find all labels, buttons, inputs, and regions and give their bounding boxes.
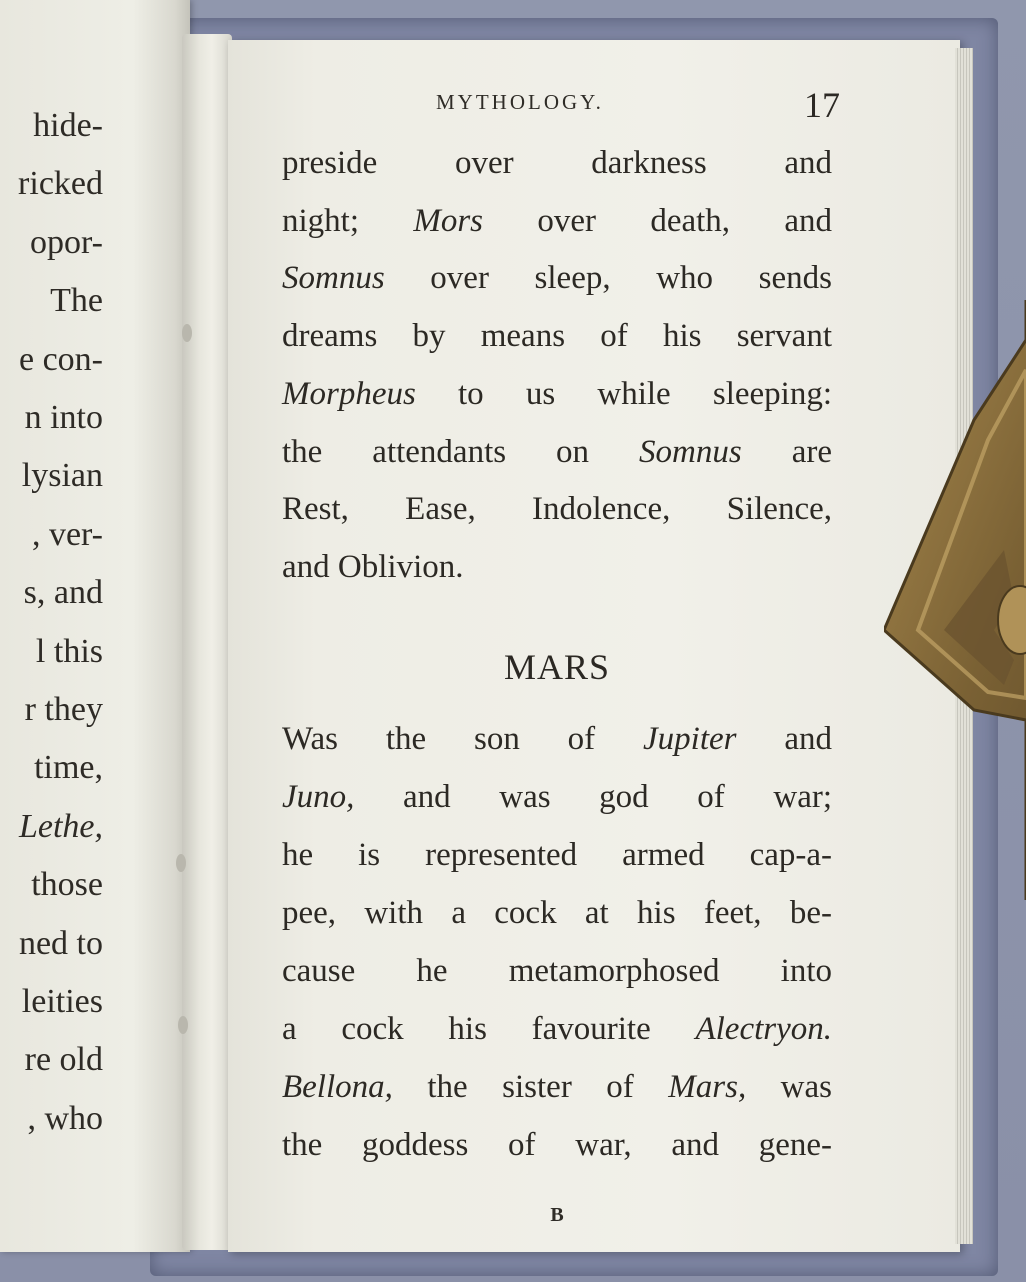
text-run: Was the son of bbox=[282, 721, 644, 757]
left-page-line: lysian bbox=[21, 457, 103, 495]
text-line bbox=[282, 1008, 832, 1050]
left-page-line: l this bbox=[35, 632, 103, 670]
section-heading: MARS bbox=[503, 647, 611, 687]
text-line bbox=[282, 1066, 832, 1108]
text-line bbox=[282, 200, 832, 242]
text-line bbox=[282, 776, 832, 818]
text-run: and Oblivion. bbox=[282, 548, 464, 585]
text-line bbox=[282, 834, 832, 876]
text-line bbox=[282, 257, 832, 299]
left-page-line: r they bbox=[24, 691, 103, 728]
stitch-hole bbox=[176, 854, 186, 872]
left-page-line: ricked bbox=[18, 165, 103, 203]
text-run: Rest, Ease, Indolence, Silence, bbox=[282, 491, 832, 528]
italic-name: Juno, bbox=[282, 779, 355, 815]
stitch-hole bbox=[182, 324, 192, 342]
left-page-line: leities bbox=[21, 983, 103, 1020]
left-page-line: opor- bbox=[30, 223, 103, 261]
left-page-line: n into bbox=[24, 399, 103, 436]
stitch-hole bbox=[178, 1016, 188, 1034]
text-run: over death, and bbox=[483, 202, 832, 239]
text-line bbox=[282, 950, 832, 992]
text-line bbox=[282, 892, 832, 934]
text-line bbox=[282, 718, 832, 760]
text-run: the attendants on bbox=[282, 433, 640, 470]
left-page-line: time, bbox=[34, 749, 103, 787]
text-run: cause he metamorphosed into bbox=[282, 953, 832, 989]
text-run: and bbox=[736, 721, 832, 757]
text-run: a cock his favourite bbox=[282, 1011, 696, 1047]
left-page-line: those bbox=[31, 866, 103, 904]
text-line bbox=[282, 373, 832, 415]
text-run: the sister of bbox=[392, 1069, 669, 1105]
text-line bbox=[282, 1124, 832, 1166]
text-run: he is represented armed cap-a- bbox=[282, 837, 832, 873]
text-run: night; bbox=[282, 202, 414, 239]
italic-name: Somnus bbox=[282, 260, 385, 297]
italic-name: Mors bbox=[413, 202, 484, 239]
italic-name: Jupiter bbox=[643, 721, 737, 757]
italic-name: Morpheus bbox=[282, 375, 416, 412]
left-page-line: Lethe, bbox=[18, 807, 103, 845]
text-line bbox=[282, 315, 832, 357]
italic-name: Bellona, bbox=[282, 1069, 393, 1105]
left-page-line: hide- bbox=[33, 107, 103, 144]
text-run: and was god of war; bbox=[354, 779, 832, 815]
left-page-line: The bbox=[50, 282, 103, 320]
left-page-line: , ver- bbox=[31, 515, 103, 553]
text-line bbox=[282, 546, 832, 588]
brass-clasp-icon bbox=[884, 300, 1026, 900]
text-run: over sleep, who sends bbox=[384, 260, 832, 297]
text-line bbox=[282, 488, 832, 530]
italic-name: Mars, bbox=[668, 1069, 747, 1105]
text-run: to us while sleeping: bbox=[415, 375, 832, 412]
text-run: dreams by means of his servant bbox=[282, 318, 832, 355]
text-run: was bbox=[746, 1069, 832, 1105]
left-page-line: ned to bbox=[18, 924, 103, 962]
left-page-line: s, and bbox=[23, 574, 103, 612]
left-page-line: re old bbox=[24, 1041, 103, 1079]
book-gutter bbox=[182, 34, 232, 1250]
text-run: pee, with a cock at his feet, be- bbox=[282, 895, 832, 931]
text-line bbox=[282, 142, 832, 184]
left-page-line: , who bbox=[27, 1099, 103, 1137]
text-line bbox=[282, 431, 832, 473]
left-page bbox=[0, 0, 190, 1252]
text-run: preside over darkness and bbox=[282, 145, 832, 181]
italic-name: Alectryon. bbox=[695, 1011, 832, 1047]
left-page-line: e con- bbox=[18, 340, 103, 378]
running-head: MYTHOLOGY. bbox=[436, 90, 604, 114]
text-run: are bbox=[741, 433, 832, 470]
page-number: 17 bbox=[804, 85, 840, 125]
text-run: the goddess of war, and gene- bbox=[282, 1127, 832, 1163]
italic-name: Somnus bbox=[639, 433, 742, 470]
signature-mark: B bbox=[550, 1204, 564, 1226]
